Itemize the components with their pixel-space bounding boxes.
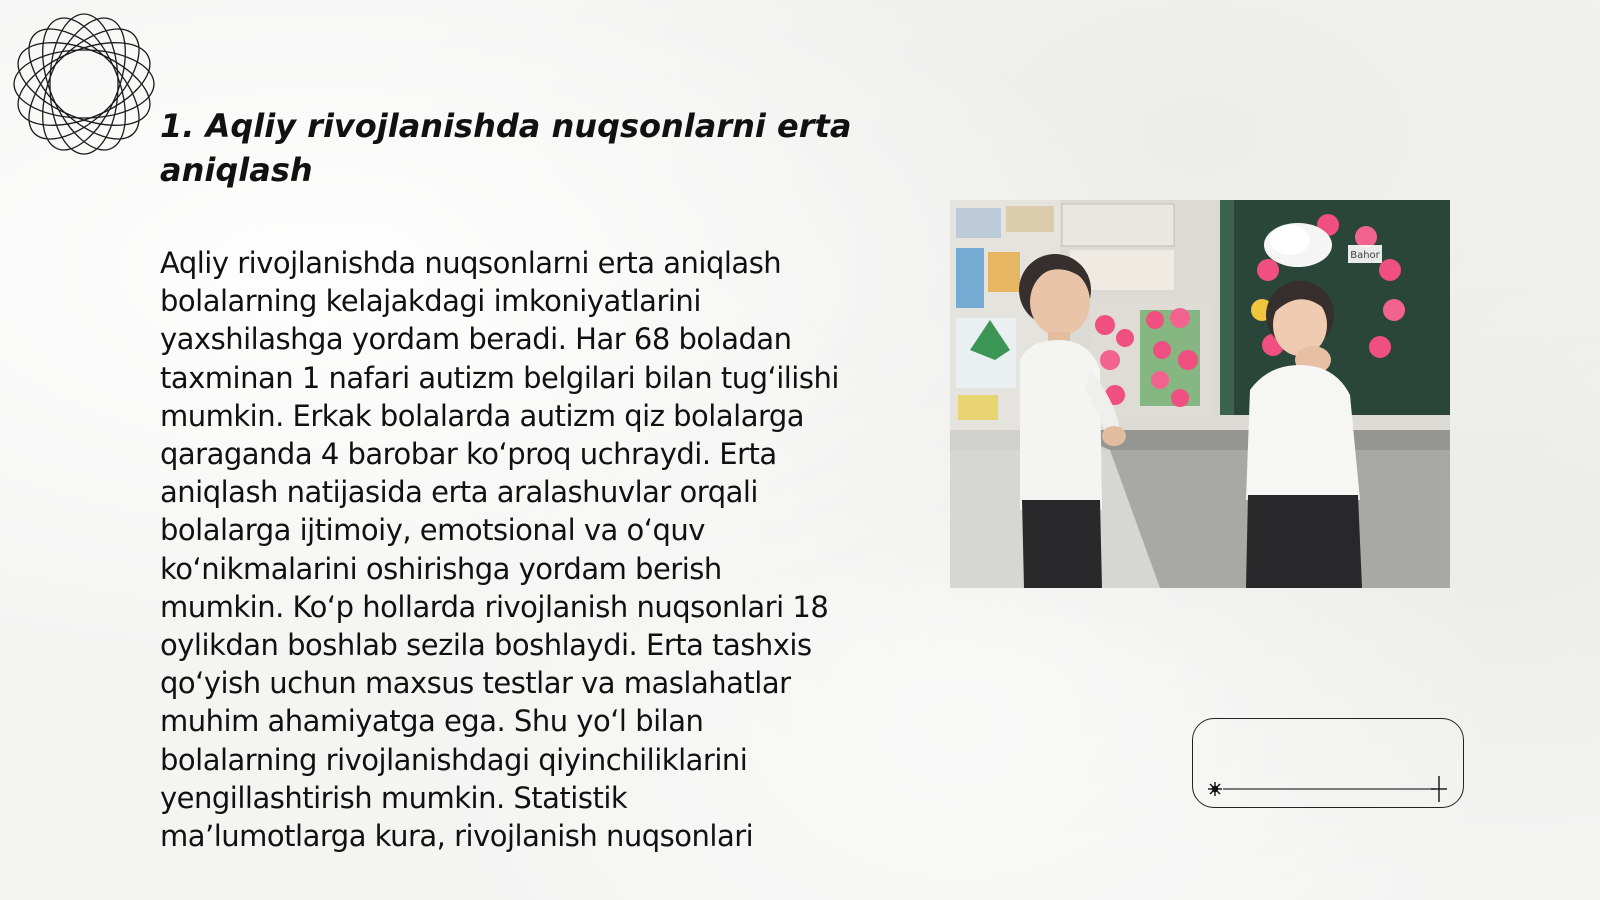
slide-title: 1. Aqliy rivojlanishda nuqsonlarni erta aniqlash [160, 107, 852, 189]
sparkle-icon [1431, 776, 1447, 802]
starburst-icon [1208, 782, 1222, 796]
flower-sign-text: Bahor [1350, 250, 1380, 261]
orbit-rings-icon [10, 10, 158, 158]
body-paragraph: Aqliy rivojlanishda nuqsonlarni erta aniqlash bolalarning kelajakdagi imkoniyatlarini yaxshilashga yordam beradi. Har 68 boladan taxminan 1 nafari autizm belgilari bilan tug‘ilishi mumkin. Erkak bolalarda autizm qiz bolalarga qaraganda 4 barobar ko‘proq uchraydi. Erta aniqlash natijasida erta aralashuvlar orqali bolalarga ijtimoiy, emotsional va o‘quv ko‘nikmalarini oshirishga yordam berish mumkin. Ko‘p hollarda rivojlanish nuqsonlari 18 oylikdan boshlab sezila boshlaydi. Erta tashxis qo‘yish uchun maxsus testlar va maslahatlar muhim ahamiyatga ega. Shu yo‘l bilan bolalarning rivojlanishdagi qiyinchiliklarini yengillashtirish mumkin. Statistik ma’lumotlarga kura, rivojlanish nuqsonlari [160, 246, 839, 854]
decorative-line-box [1192, 718, 1464, 808]
classroom-photo [950, 200, 1450, 588]
